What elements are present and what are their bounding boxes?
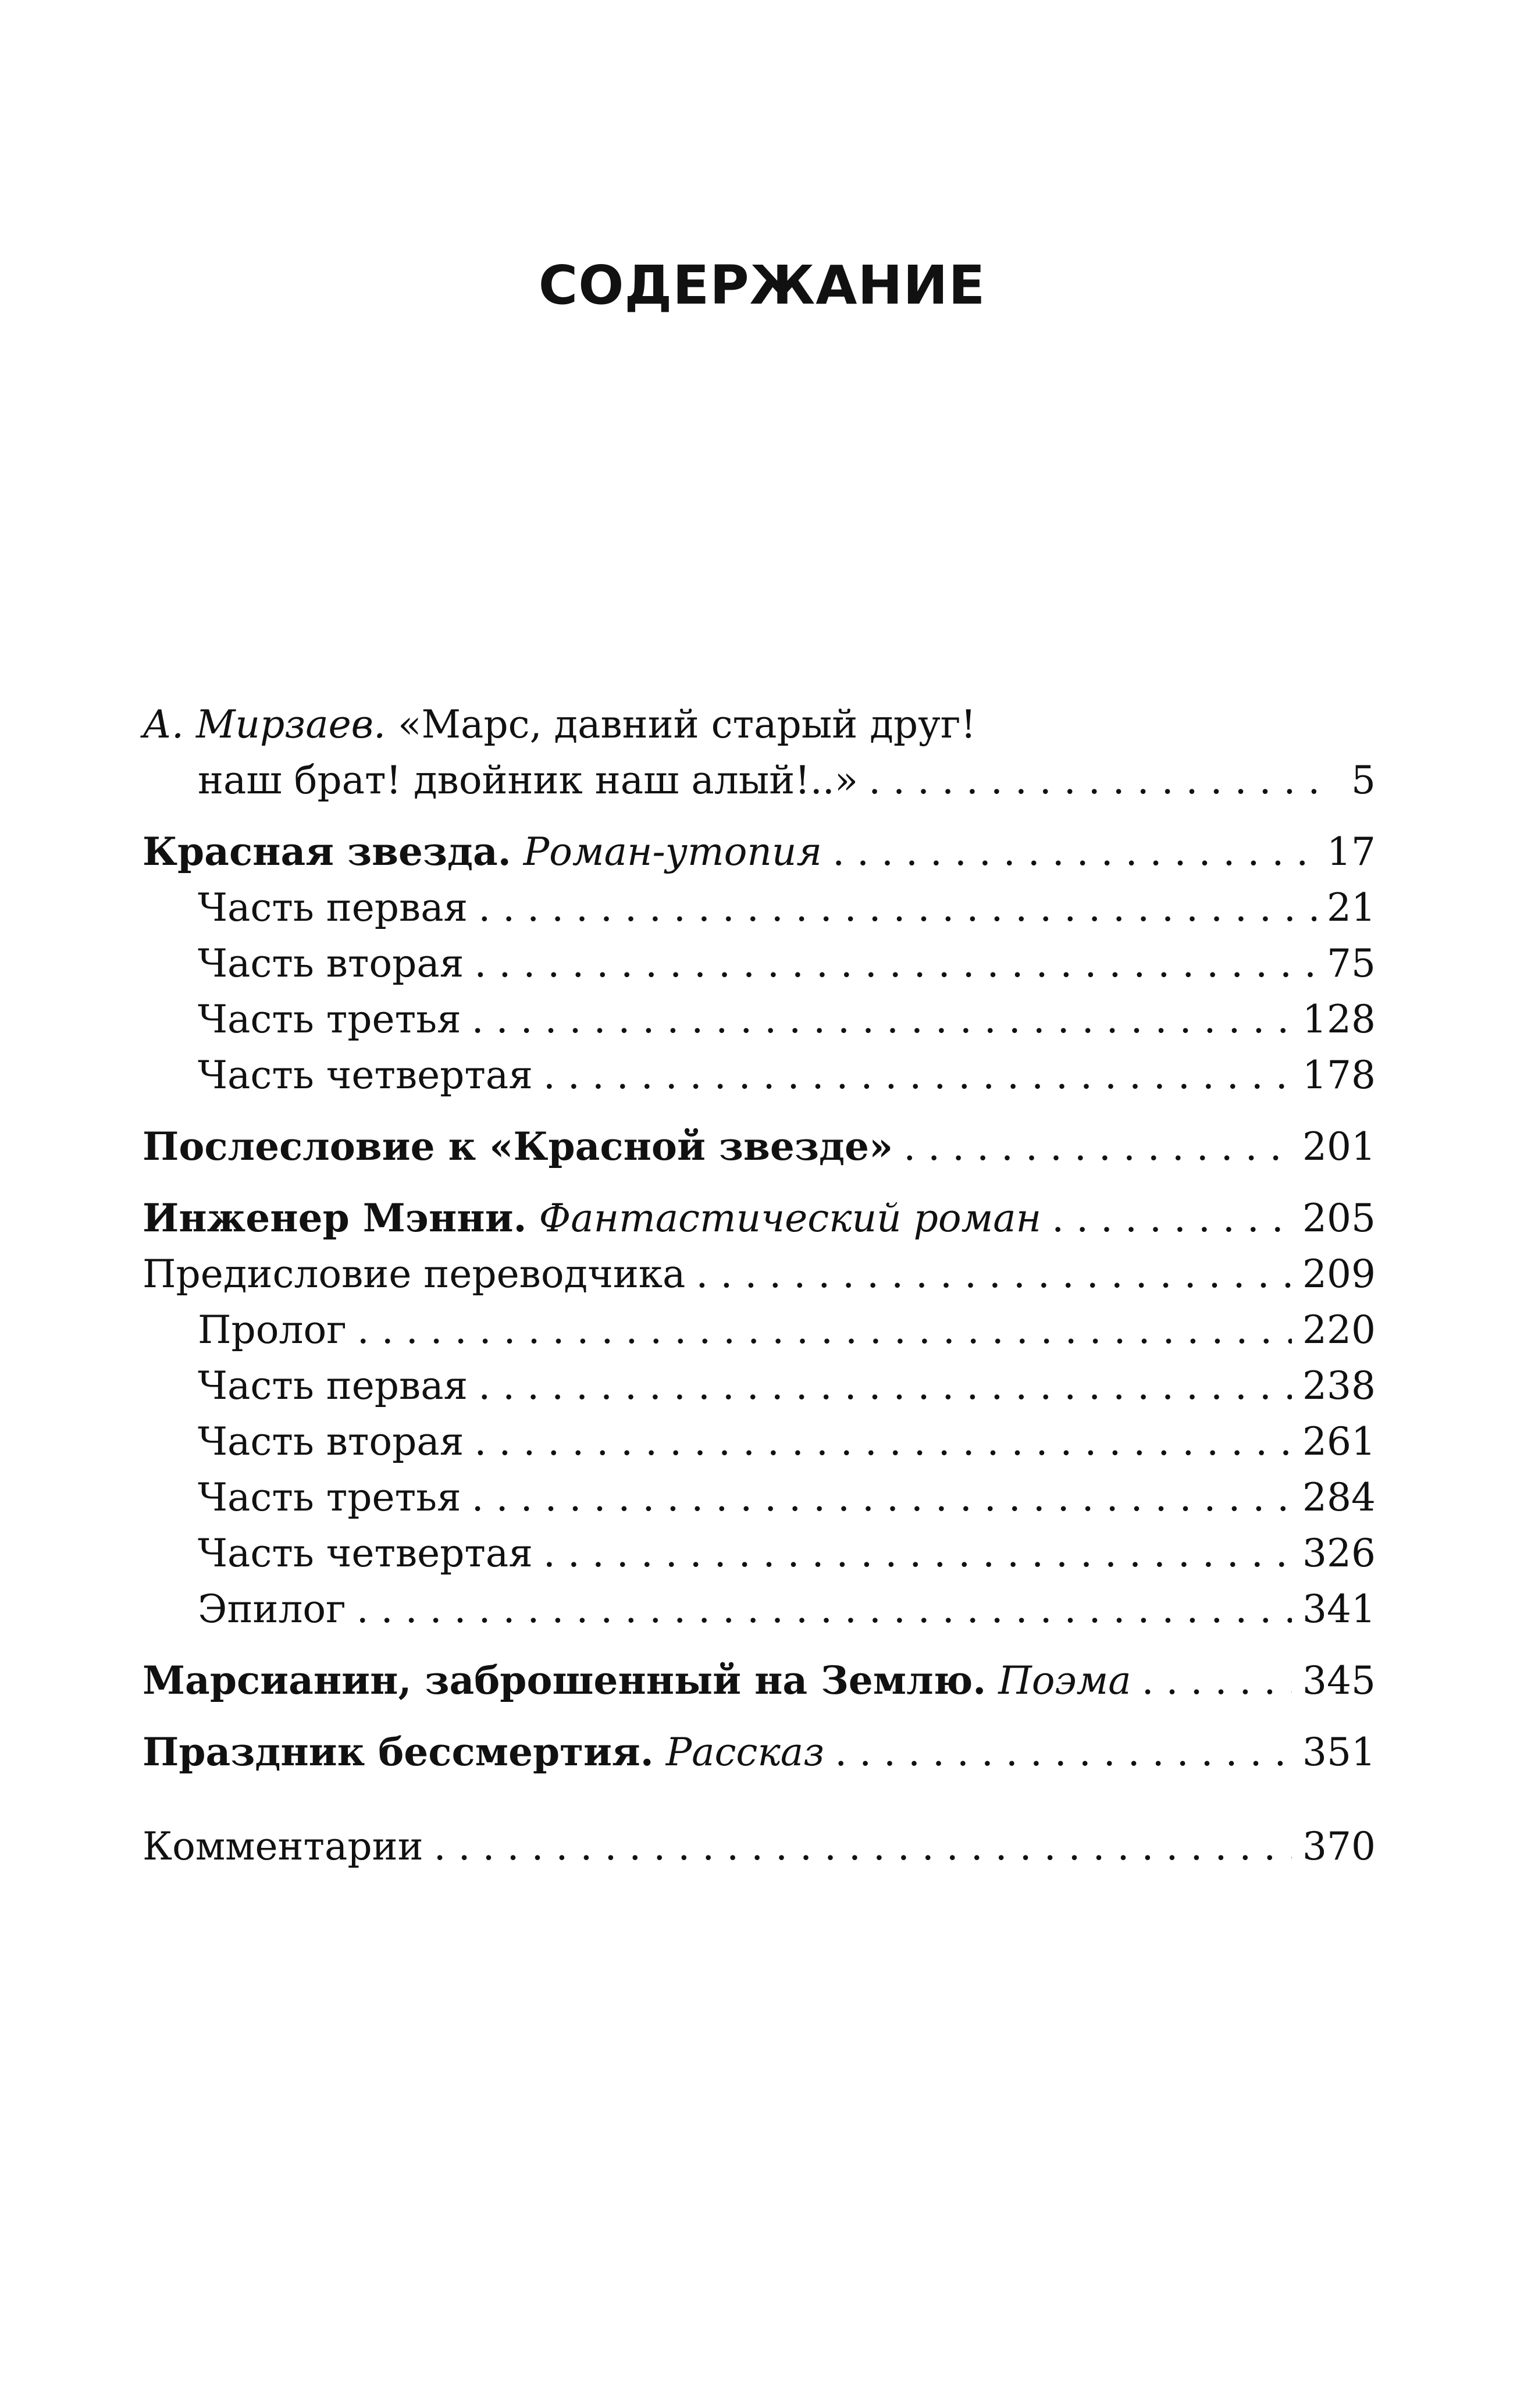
part-label: Эпилог (198, 1587, 346, 1632)
toc-entry-intro-line1[interactable] (143, 697, 1376, 753)
page-number: 75 (1327, 941, 1376, 986)
toc-entry-engineer-preface[interactable] (143, 1246, 1376, 1302)
part-label: Часть третья (198, 997, 461, 1042)
comments-label: Комментарии (143, 1824, 423, 1869)
dot-leader (474, 1414, 1292, 1470)
dot-leader (832, 824, 1316, 880)
page-number: 341 (1302, 1587, 1376, 1632)
toc-entry-holiday[interactable] (143, 1724, 1376, 1780)
page-number: 21 (1327, 885, 1376, 930)
page-number: 351 (1302, 1730, 1376, 1775)
page-number: 178 (1302, 1053, 1376, 1098)
preface-label: Предисловие переводчика (143, 1252, 686, 1296)
holiday-title: Праздник бессмертия. (143, 1729, 654, 1775)
red-star-title: Красная звезда. (143, 829, 511, 874)
toc-entry-engineer[interactable] (143, 1190, 1376, 1246)
dot-leader (1142, 1653, 1292, 1709)
dot-leader (478, 1358, 1292, 1414)
dot-leader (543, 1526, 1292, 1581)
intro-author: А. Мирзаев. (143, 702, 386, 747)
toc-entry-comments[interactable] (143, 1819, 1376, 1875)
dot-leader (474, 936, 1316, 992)
part-label: Часть четвертая (198, 1531, 533, 1576)
toc-entry-red-star[interactable] (143, 824, 1376, 880)
page-number: 261 (1302, 1419, 1376, 1464)
page-number: 201 (1302, 1124, 1376, 1169)
toc-entry-martian[interactable] (143, 1652, 1376, 1709)
engineer-title: Инженер Мэнни. (143, 1195, 527, 1241)
martian-subtitle: Поэма (998, 1658, 1131, 1703)
page-number: 209 (1302, 1252, 1376, 1296)
toc-entry-engineer-prologue[interactable] (143, 1302, 1376, 1358)
part-label: Часть третья (198, 1475, 461, 1520)
toc-entry-engineer-part-3[interactable] (143, 1470, 1376, 1526)
toc-entry-red-star-part-3[interactable] (143, 992, 1376, 1048)
dot-leader (696, 1246, 1292, 1302)
dot-leader (903, 1119, 1292, 1175)
toc-entry-red-star-part-2[interactable] (143, 936, 1376, 992)
page-number: 220 (1302, 1308, 1376, 1352)
dot-leader (543, 1048, 1292, 1103)
page-number: 128 (1302, 997, 1376, 1042)
toc-entry-engineer-part-1[interactable] (143, 1358, 1376, 1414)
dot-leader (434, 1819, 1292, 1875)
page-title: СОДЕРЖАНИЕ (538, 254, 986, 316)
page-number: 345 (1302, 1658, 1376, 1703)
toc-entry-red-star-part-1[interactable] (143, 880, 1376, 936)
holiday-subtitle: Рассказ (665, 1730, 825, 1775)
toc-entry-intro-line2[interactable] (143, 753, 1376, 808)
toc-entry-red-star-part-4[interactable] (143, 1048, 1376, 1103)
dot-leader (1052, 1191, 1292, 1246)
dot-leader (357, 1581, 1292, 1637)
page-number: 205 (1302, 1196, 1376, 1241)
part-label: Часть вторая (198, 1419, 464, 1464)
dot-leader (868, 753, 1330, 808)
engineer-subtitle: Фантастический роман (539, 1196, 1042, 1241)
part-label: Пролог (198, 1308, 347, 1352)
dot-leader (478, 880, 1316, 936)
part-label: Часть вторая (198, 941, 464, 986)
toc-entry-engineer-epilogue[interactable] (143, 1581, 1376, 1637)
part-label: Часть четвертая (198, 1053, 533, 1098)
toc-entry-engineer-part-4[interactable] (143, 1526, 1376, 1581)
page-number: 5 (1351, 758, 1376, 803)
red-star-subtitle: Роман-утопия (523, 829, 822, 874)
martian-title: Марсианин, заброшенный на Землю. (143, 1658, 987, 1703)
part-label: Часть первая (198, 885, 468, 930)
page-number: 326 (1302, 1531, 1376, 1576)
toc-entry-engineer-part-2[interactable] (143, 1414, 1376, 1470)
page-number: 370 (1302, 1824, 1376, 1869)
table-of-contents (143, 697, 1376, 1875)
dot-leader (835, 1725, 1292, 1780)
toc-entry-afterword[interactable] (143, 1118, 1376, 1175)
intro-title-line2: наш брат! двойник наш алый!..» (198, 758, 859, 803)
part-label: Часть первая (198, 1363, 468, 1408)
intro-title-line1: «Марс, давний старый друг! (398, 702, 977, 747)
afterword-title: Послесловие к «Красной звезде» (143, 1124, 893, 1169)
page-number: 238 (1302, 1363, 1376, 1408)
dot-leader (472, 992, 1292, 1048)
page-number: 284 (1302, 1475, 1376, 1520)
page-number: 17 (1327, 829, 1376, 874)
dot-leader (357, 1302, 1292, 1358)
dot-leader (472, 1470, 1292, 1526)
